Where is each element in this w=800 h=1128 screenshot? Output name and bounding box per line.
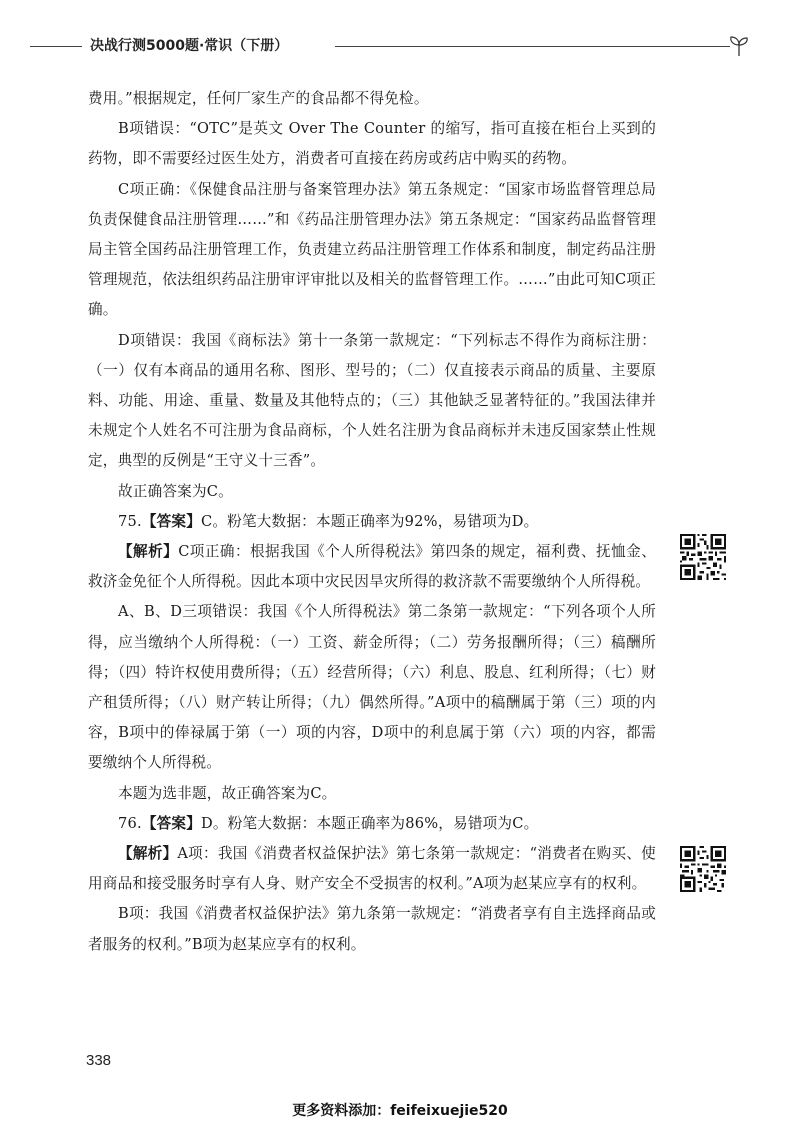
q75-number: 75. (118, 512, 142, 530)
q75-answer-line (88, 507, 656, 537)
q76-answer-label: 【答案】 (141, 814, 201, 832)
paragraph-fee: 费用。”根据规定，任何厂家生产的食品都不得免检。 (88, 90, 429, 107)
q75-paragraph-abd: A、B、D三项错误：我国《个人所得税法》第二条第一款规定：“下列各项个人所得，应当缴纳个人所得税：（一）工资、薪金所得；（二）劳务报酬所得；（三）稿酬所得；（四）特许权使用费所得；（五）经营所得；（六）利息、股息、红利所得；（七）财产租赁所得；（八）财产转让所得；（九）偶然所得。”A项中的稿酬属于第（三）项的内容，B项中的俸禄属于第（一）项的内容，D项中的利息属于第（六）项的内容，都需要缴纳个人所得税。 (88, 603, 656, 772)
q75-analysis (88, 537, 656, 597)
q76-number: 76. (118, 814, 142, 832)
qr-code-icon[interactable] (680, 534, 726, 580)
header-rule-left (30, 46, 82, 47)
sprout-icon (728, 34, 750, 58)
q76-analysis (88, 839, 656, 899)
paragraph-option-d: D项错误：我国《商标法》第十一条第一款规定：“下列标志不得作为商标注册：（一）仅有本商品的通用名称、图形、型号的；（二）仅直接表示商品的质量、主要原料、功能、用途、重量、数量及其他特点的；（三）其他缺乏显著特征的。”我国法律并未规定个人姓名不可注册为食品商标，个人姓名注册为食品商标并未违反国家禁止性规定，典型的反例是“王守义十三香”。 (88, 331, 656, 470)
q76-analysis-label: 【解析】 (118, 845, 178, 863)
q76-answer-line (88, 809, 656, 839)
footer-note: 更多资料添加：feifeixuejie520 (292, 1103, 508, 1119)
paragraph-conclusion: 故正确答案为C。 (118, 482, 233, 500)
q75-answer-text: C。粉笔大数据：本题正确率为92%，易错项为D。 (201, 512, 539, 530)
qr-code-icon[interactable] (680, 846, 726, 892)
q75-analysis-label: 【解析】 (118, 543, 179, 561)
paragraph-option-c: C项正确：《保健食品注册与备案管理办法》第五条规定：“国家市场监督管理总局负责保健食品注册管理……”和《药品注册管理办法》第五条规定：“国家药品监督管理局主管全国药品注册管理工作，负责建立药品注册管理工作体系和制度，制定药品注册管理规范，依法组织药品注册审评审批以及相关的监督管理工作。……”由此可知C项正确。 (88, 180, 656, 319)
header-title: 决战行测5000题·常识（下册） (90, 38, 289, 54)
q75-conclusion: 本题为选非题，故正确答案为C。 (118, 784, 337, 802)
q76-paragraph-b: B项：我国《消费者权益保护法》第九条第一款规定：“消费者享有自主选择商品或者服务的权利。”B项为赵某应享有的权利。 (88, 905, 656, 953)
paragraph-option-b: B项错误：“OTC”是英文 Over The Counter 的缩写，指可直接在柜台上买到的药物，即不需要经过医生处方，消费者可直接在药房或药店中购买的药物。 (88, 120, 656, 168)
page-number: 338 (86, 1052, 112, 1069)
header-rule-right (335, 46, 730, 47)
q75-answer-label: 【答案】 (141, 512, 201, 530)
q76-answer-text: D。粉笔大数据：本题正确率为86%，易错项为C。 (201, 814, 539, 832)
q75-analysis-text: C项正确：根据我国《个人所得税法》第四条的规定，福利费、抚恤金、救济金免征个人所得税。因此本项中灾民因旱灾所得的救济款不需要缴纳个人所得税。 (88, 543, 656, 591)
page-content (88, 84, 656, 960)
q76-analysis-text: A项：我国《消费者权益保护法》第七条第一款规定：“消费者在购买、使用商品和接受服务时享有人身、财产安全不受损害的权利。”A项为赵某应享有的权利。 (88, 845, 656, 893)
page-header (30, 34, 750, 58)
